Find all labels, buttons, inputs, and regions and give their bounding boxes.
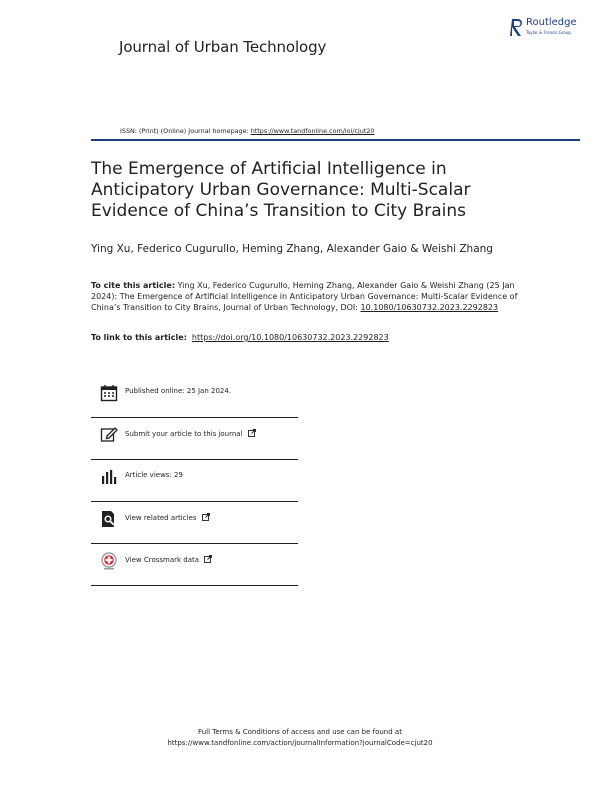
journal-homepage-link[interactable]: https://www.tandfonline.com/loi/cjut20 [250,127,375,135]
cite-doi-link[interactable]: 10.1080/10630732.2023.2292823 [360,303,499,312]
crossmark-icon [100,552,118,570]
published-row [91,376,298,418]
cite-label: To cite this article: [91,281,176,290]
submit-row[interactable] [91,418,298,460]
related-articles-label: View related articles [125,514,197,522]
journal-name: Journal of Urban Technology [119,38,327,56]
crossmark-link[interactable] [125,555,212,564]
footer-terms-text: Full Terms & Conditions of access and use can be found at [198,728,402,736]
views-row [91,460,298,502]
publisher-name: Routledge [526,17,577,28]
article-authors: Ying Xu, Federico Cugurullo, Heming Zhang, Alexander Gaio & Weishi Zhang [91,243,493,255]
routledge-logo-icon [510,17,524,39]
citation-block [91,280,521,313]
footer-journal-info-link[interactable]: https://www.tandfonline.com/action/journalInformation?journalCode=cjut20 [167,739,433,747]
issn-line [120,127,374,135]
article-doi-link[interactable]: https://doi.org/10.1080/10630732.2023.2292823 [191,333,389,342]
footer [0,727,600,749]
calendar-icon [100,384,118,402]
bar-chart-icon [100,468,118,486]
submit-article-link[interactable] [125,429,256,438]
header-divider [91,139,580,141]
article-info-list [91,376,298,586]
related-articles-link[interactable] [125,513,210,522]
published-date: Published online: 25 Jan 2024. [125,387,232,395]
crossmark-label: View Crossmark data [125,556,200,564]
external-link-icon [248,429,256,437]
related-row[interactable] [91,502,298,544]
article-views: Article views: 29 [125,471,183,479]
issn-label: ISSN: (Print) (Online) Journal homepage: [120,127,249,135]
external-link-icon [202,513,210,521]
magnify-document-icon [100,510,118,528]
cite-text: Ying Xu, Federico Cugurullo, Heming Zhang, Alexander Gaio & Weishi Zhang (25 Jan 2024): The Emergence of Artificial Intelligence in Anticipatory Urban Governance: Multi-Scalar Evidence of China’s Transition to City Brains, Journal of Urban Technology, DOI: [91,281,518,312]
submit-article-label: Submit your article to this journal [125,430,243,438]
crossmark-row[interactable] [91,544,298,586]
link-label: To link to this article: [91,333,187,342]
article-link-block [91,333,389,342]
publisher-tagline: Taylor & Francis Group [526,30,571,35]
routledge-logo [510,17,590,39]
external-link-icon [204,555,212,563]
edit-icon [100,426,118,444]
article-title: The Emergence of Artificial Intelligence in Anticipatory Urban Governance: Multi-Scalar Evidence of China’s Transition to City Brains [91,159,471,221]
